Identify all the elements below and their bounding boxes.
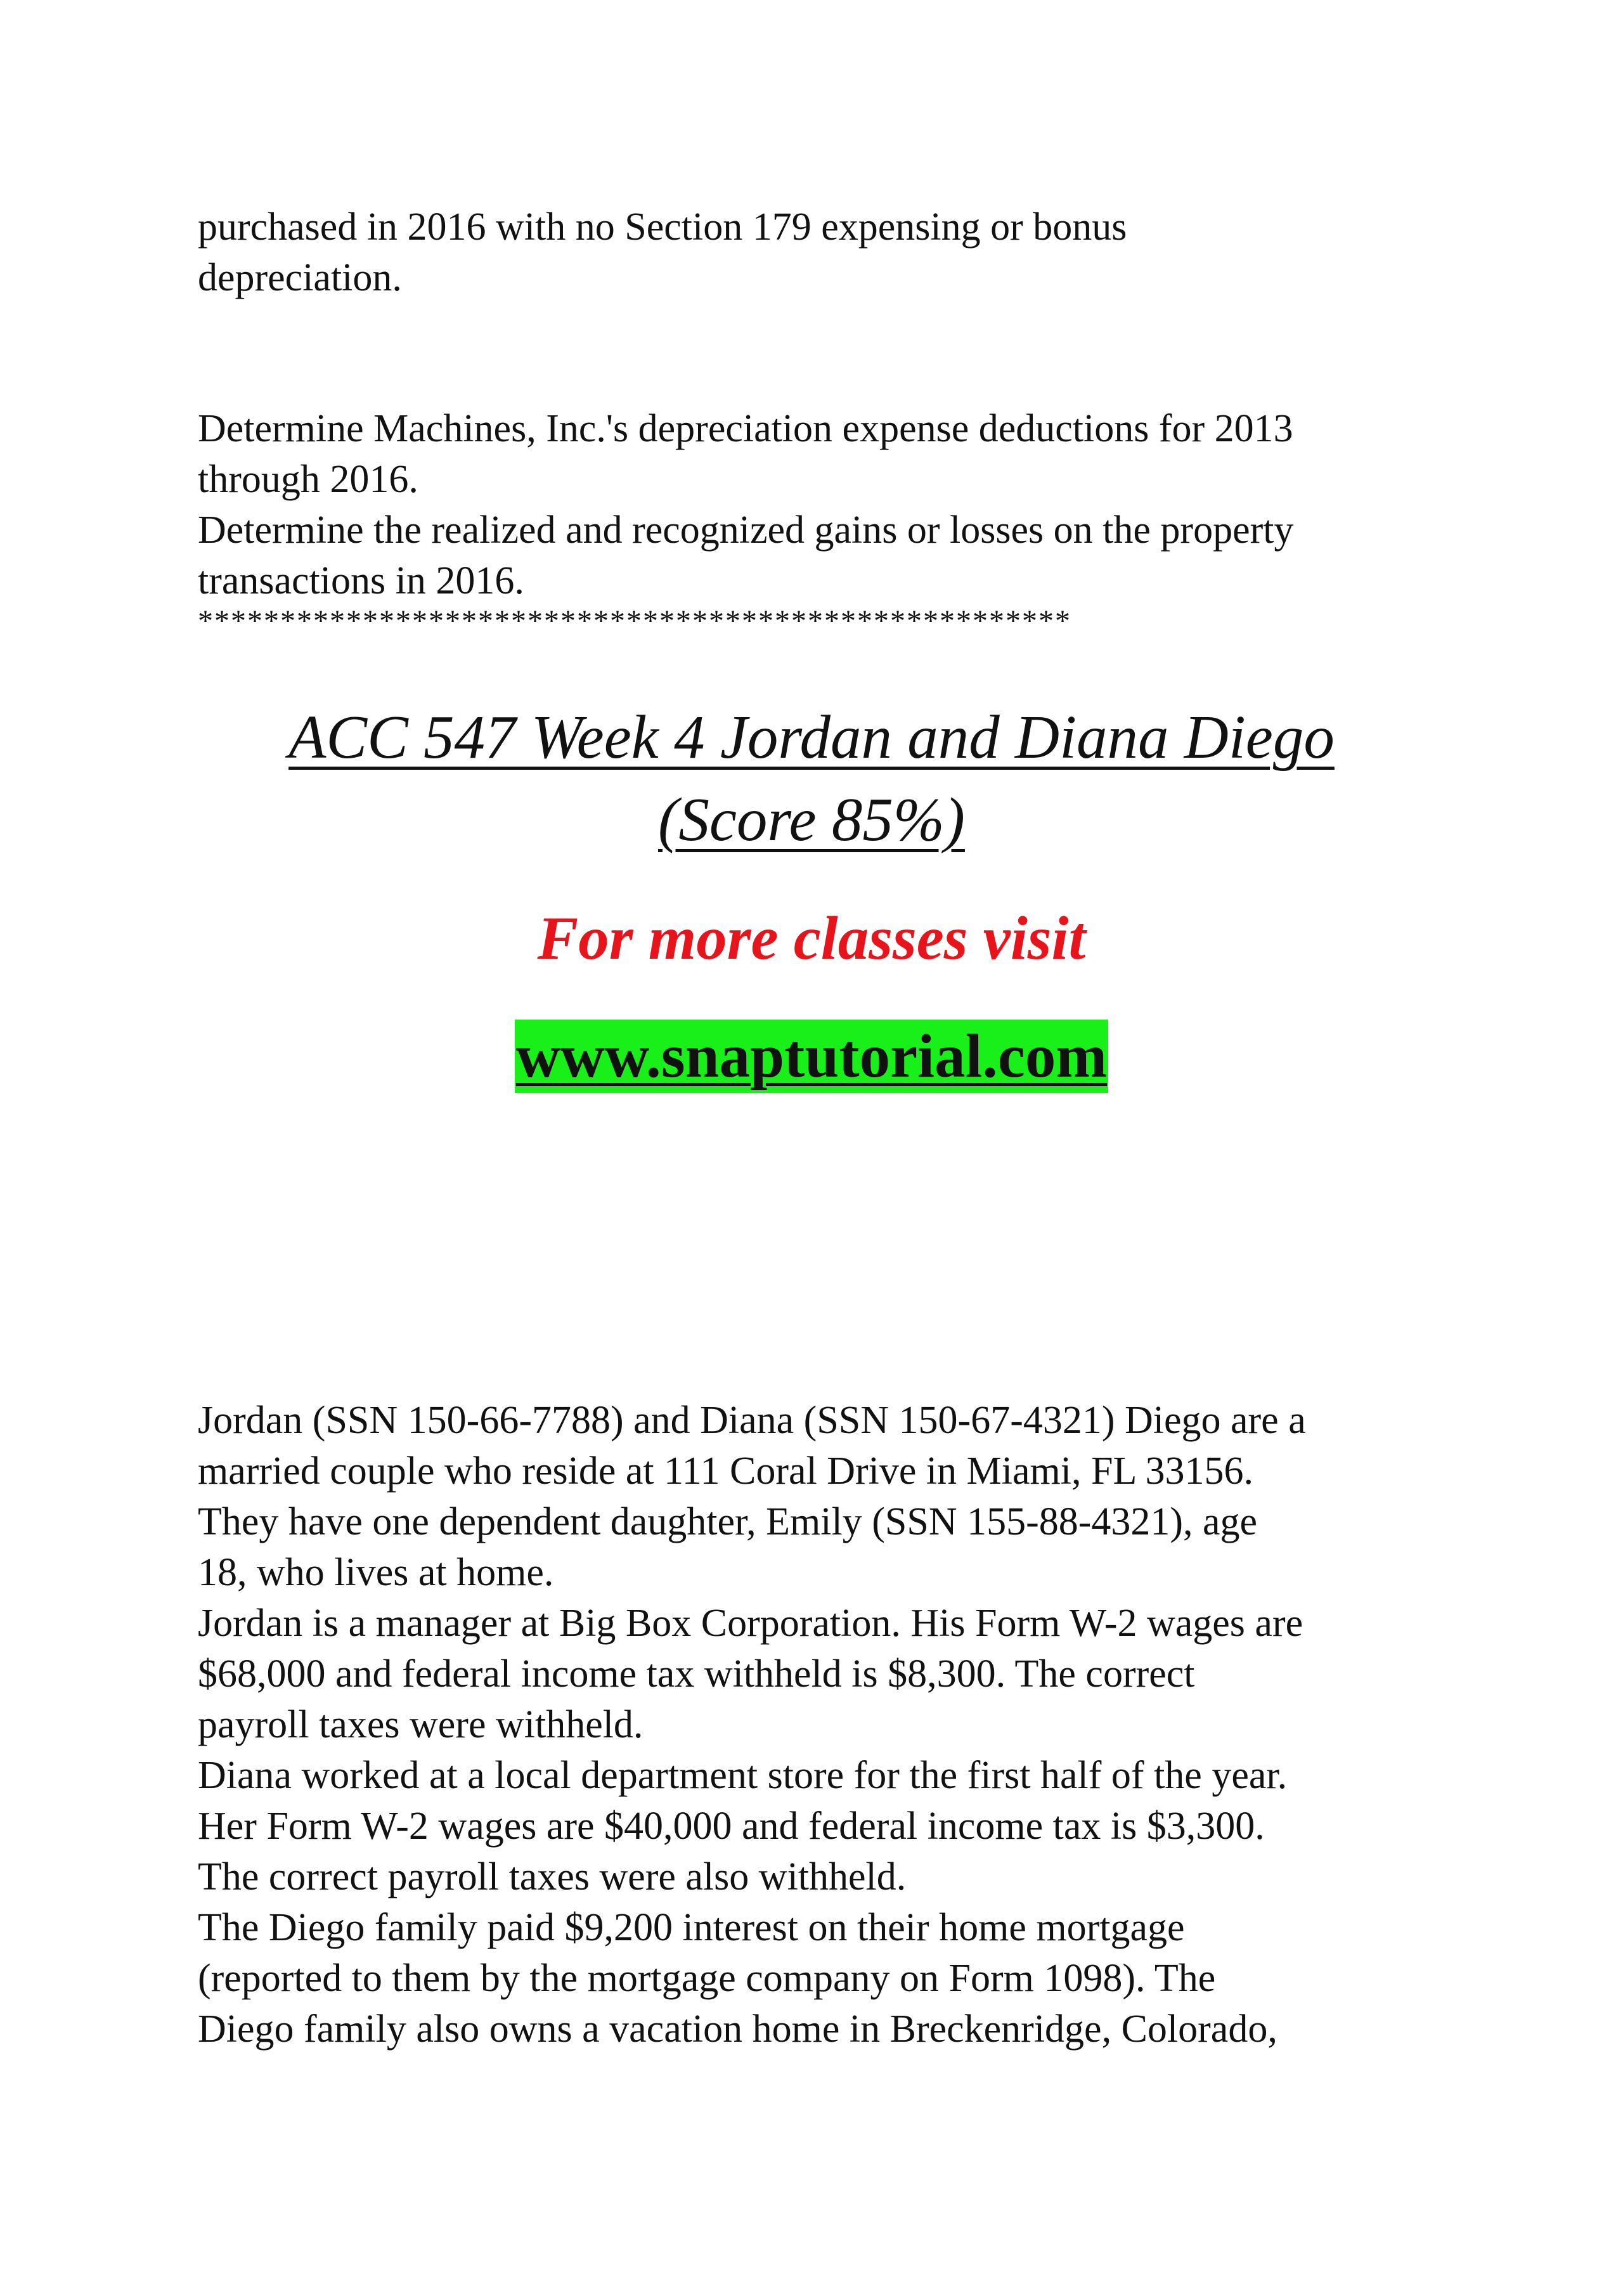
promo-text: For more classes visit (537, 904, 1086, 972)
text-line: The Diego family paid $9,200 interest on their home mortgage (198, 1906, 1185, 1949)
instructions-paragraph (198, 403, 1293, 606)
website-link[interactable]: www.snaptutorial.com (515, 1020, 1108, 1093)
title-line-1: ACC 547 Week 4 Jordan and Diana Diego (288, 703, 1335, 771)
text-line: purchased in 2016 with no Section 179 expensing or bonus (198, 205, 1127, 249)
text-line: payroll taxes were withheld. (198, 1703, 643, 1746)
text-line: (reported to them by the mortgage company on Form 1098). The (198, 1957, 1216, 2000)
text-line: Jordan (SSN 150-66-7788) and Diana (SSN 150-67-4321) Diego are a (198, 1399, 1306, 1442)
text-line: Diego family also owns a vacation home in Breckenridge, Colorado, (198, 2007, 1277, 2051)
text-line: married couple who reside at 111 Coral Drive in Miami, FL 33156. (198, 1450, 1254, 1493)
text-line: depreciation. (198, 256, 402, 299)
title-line-2: (Score 85%) (658, 786, 965, 853)
asterisk-separator: ***************************************************** (198, 604, 1071, 638)
text-line: The correct payroll taxes were also withheld. (198, 1855, 907, 1898)
text-line: Determine the realized and recognized gains or losses on the property (198, 509, 1294, 552)
text-line: Jordan is a manager at Big Box Corporation. His Form W-2 wages are (198, 1602, 1303, 1645)
text-line: through 2016. (198, 458, 418, 501)
text-line: 18, who lives at home. (198, 1551, 554, 1594)
text-line: $68,000 and federal income tax withheld is $8,300. The correct (198, 1652, 1195, 1696)
text-line: They have one dependent daughter, Emily (SSN 155-88-4321), age (198, 1500, 1258, 1543)
intro-paragraph (198, 202, 1127, 303)
promo-link-container (0, 1020, 1623, 1093)
text-line: Diana worked at a local department store for the first half of the year. (198, 1754, 1288, 1797)
text-line: Her Form W-2 wages are $40,000 and federal income tax is $3,300. (198, 1805, 1265, 1848)
case-paragraph (198, 1395, 1306, 2054)
text-line: transactions in 2016. (198, 559, 524, 602)
text-line: Determine Machines, Inc.'s depreciation expense deductions for 2013 (198, 407, 1293, 450)
document-title (0, 696, 1623, 861)
